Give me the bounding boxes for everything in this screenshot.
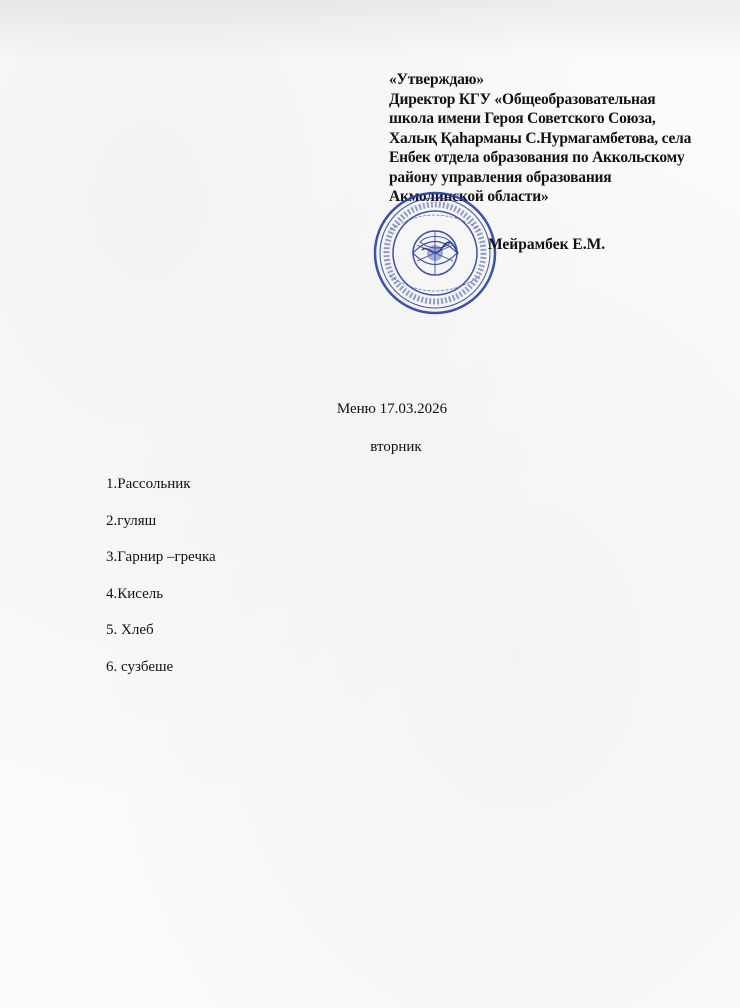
- approval-block: [389, 70, 734, 207]
- signatory-name: Мейрамбек Е.М.: [488, 236, 606, 253]
- menu-item: 1.Рассольник: [106, 476, 191, 492]
- menu-item: 5. Хлеб: [106, 622, 154, 639]
- menu-item: 2.гуляш: [106, 512, 157, 529]
- menu-list: [106, 475, 216, 695]
- approval-line: Халық Қаһарманы С.Нурмагамбетова, села: [389, 129, 692, 147]
- menu-day-heading: вторник: [370, 439, 422, 455]
- menu-item: 6. сузбеше: [106, 658, 174, 675]
- approval-line: Енбек отдела образования по Аккольскому: [389, 149, 685, 166]
- menu-item: 3.Гарнир –гречка: [106, 549, 216, 566]
- approval-line: району управления образования: [389, 168, 612, 186]
- approval-line: «Утверждаю»: [389, 71, 484, 88]
- menu-date-heading: Меню 17.03.2026: [336, 401, 448, 417]
- approval-line: Директор КГУ «Общеобразовательная: [389, 90, 656, 108]
- approval-line: школа имени Героя Советского Союза,: [389, 110, 656, 127]
- official-seal-icon: [372, 190, 498, 316]
- menu-item: 4.Кисель: [106, 585, 164, 602]
- approval-line: Акмолинской области»: [389, 188, 549, 205]
